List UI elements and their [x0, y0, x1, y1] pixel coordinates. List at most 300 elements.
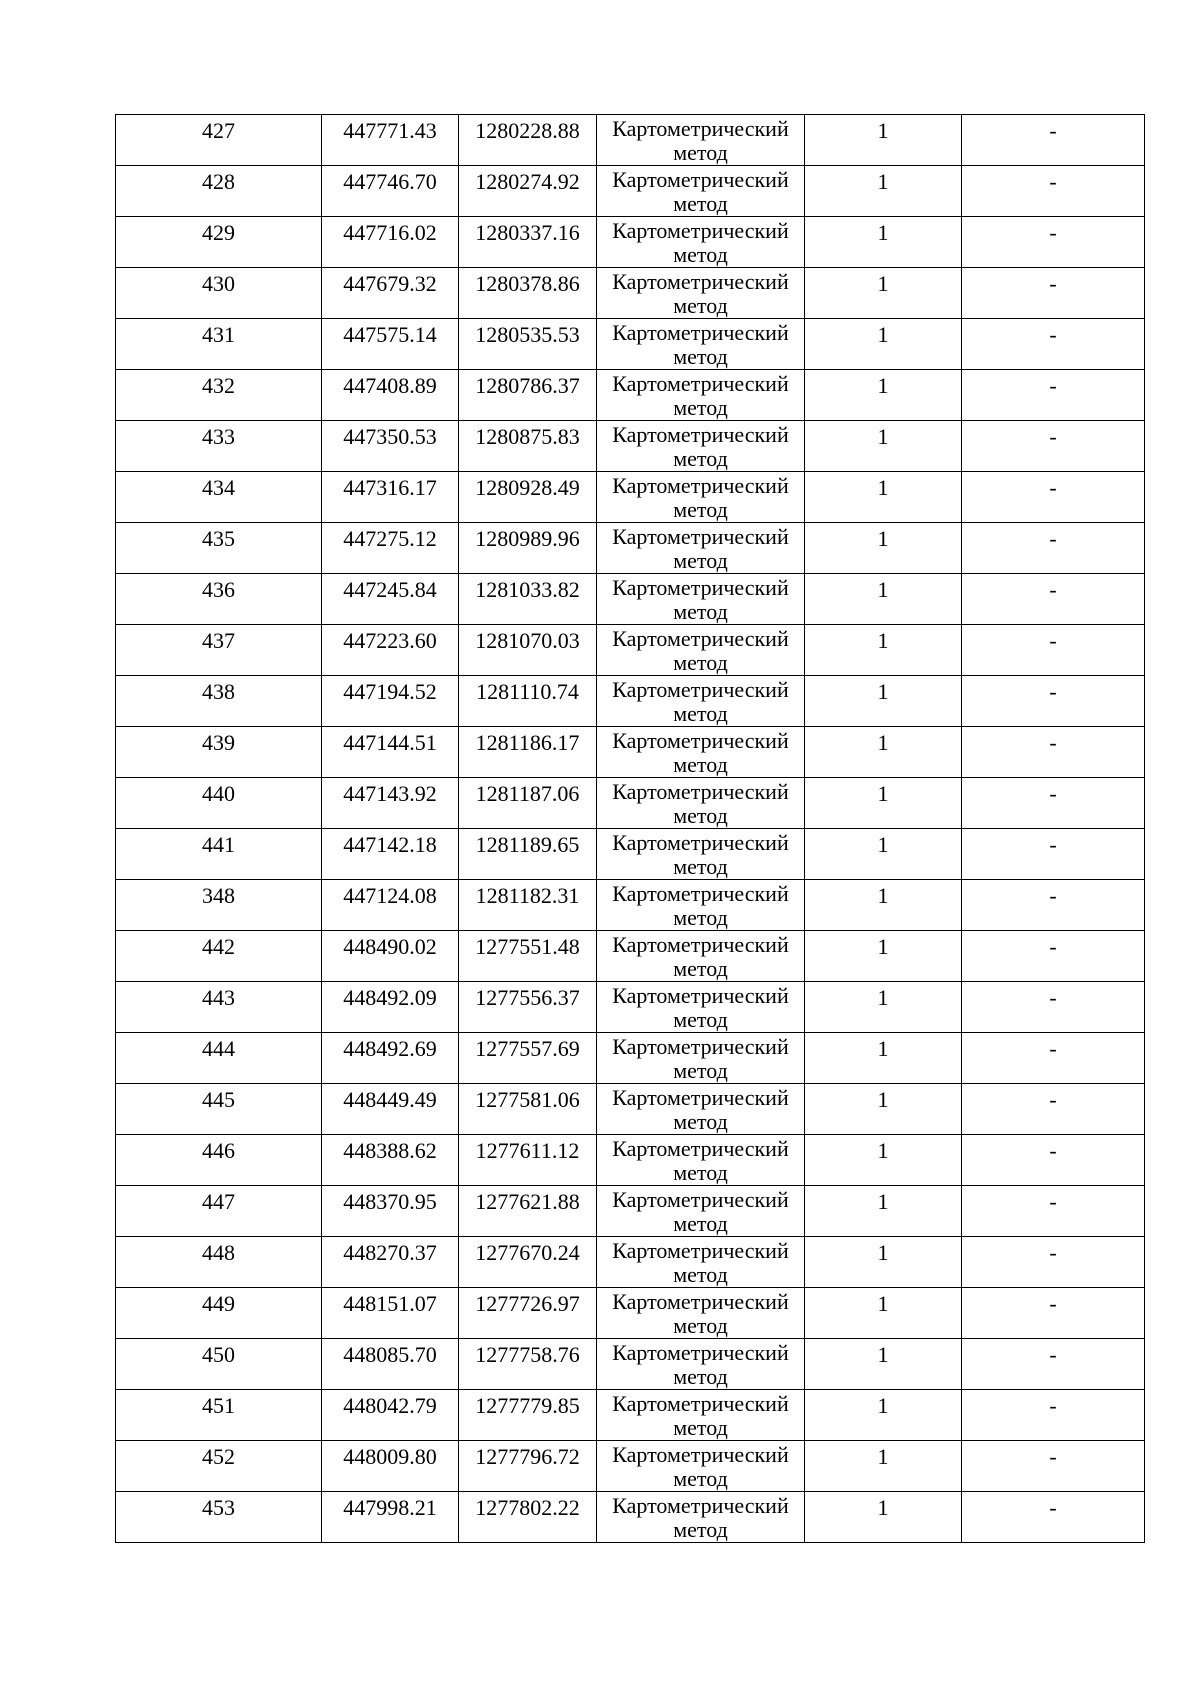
cell-text: Картометрический метод	[612, 1187, 789, 1236]
point-number-cell	[116, 217, 322, 268]
cell-text: 431	[202, 322, 235, 347]
cell-text: 1277796.72	[475, 1444, 580, 1469]
point-number-cell	[116, 1084, 322, 1135]
y-coordinate-cell	[459, 421, 597, 472]
cell-text: 1277557.69	[475, 1036, 580, 1061]
cell-text: 1	[877, 1291, 889, 1316]
point-number-cell	[116, 1033, 322, 1084]
point-number-cell	[116, 931, 322, 982]
y-coordinate-cell	[459, 115, 597, 166]
cell-text: Картометрический метод	[612, 1085, 789, 1134]
cell-text: 448085.70	[343, 1342, 437, 1367]
table-row	[116, 1492, 1145, 1543]
description-cell	[962, 625, 1145, 676]
cell-text: 1	[877, 1393, 889, 1418]
table-row	[116, 421, 1145, 472]
cell-text: 447142.18	[343, 832, 437, 857]
cell-text: 448270.37	[343, 1240, 437, 1265]
accuracy-cell	[805, 115, 962, 166]
point-number-cell	[116, 727, 322, 778]
accuracy-cell	[805, 676, 962, 727]
point-number-cell	[116, 421, 322, 472]
x-coordinate-cell	[322, 421, 459, 472]
point-number-cell	[116, 1288, 322, 1339]
point-number-cell	[116, 1237, 322, 1288]
method-cell	[597, 1084, 805, 1135]
description-cell	[962, 574, 1145, 625]
cell-text: 448492.69	[343, 1036, 437, 1061]
cell-text: 1	[877, 1036, 889, 1061]
cell-text: 447143.92	[343, 781, 437, 806]
cell-text: 447245.84	[343, 577, 437, 602]
cell-text: 448042.79	[343, 1393, 437, 1418]
cell-text: 448	[202, 1240, 235, 1265]
cell-text: 447746.70	[343, 169, 437, 194]
method-cell	[597, 523, 805, 574]
method-cell	[597, 1441, 805, 1492]
cell-text: Картометрический метод	[612, 1442, 789, 1491]
x-coordinate-cell	[322, 523, 459, 574]
accuracy-cell	[805, 370, 962, 421]
point-number-cell	[116, 1339, 322, 1390]
cell-text: 447194.52	[343, 679, 437, 704]
cell-text: 1	[877, 1087, 889, 1112]
cell-text: Картометрический метод	[612, 1034, 789, 1083]
description-cell	[962, 676, 1145, 727]
method-cell	[597, 676, 805, 727]
cell-text: 1277802.22	[475, 1495, 580, 1520]
y-coordinate-cell	[459, 166, 597, 217]
cell-text: 1	[877, 679, 889, 704]
y-coordinate-cell	[459, 1390, 597, 1441]
cell-text: Картометрический метод	[612, 269, 789, 318]
cell-text: 1277611.12	[475, 1138, 580, 1163]
y-coordinate-cell	[459, 319, 597, 370]
cell-text: 448492.09	[343, 985, 437, 1010]
y-coordinate-cell	[459, 727, 597, 778]
accuracy-cell	[805, 1441, 962, 1492]
description-cell	[962, 421, 1145, 472]
cell-text: -	[1049, 1495, 1057, 1520]
x-coordinate-cell	[322, 1084, 459, 1135]
cell-text: -	[1049, 424, 1057, 449]
cell-text: -	[1049, 1240, 1057, 1265]
cell-text: 448490.02	[343, 934, 437, 959]
x-coordinate-cell	[322, 166, 459, 217]
point-number-cell	[116, 574, 322, 625]
method-cell	[597, 268, 805, 319]
y-coordinate-cell	[459, 1288, 597, 1339]
cell-text: 1280274.92	[475, 169, 580, 194]
cell-text: -	[1049, 934, 1057, 959]
cell-text: 1281189.65	[475, 832, 580, 857]
cell-text: 438	[202, 679, 235, 704]
cell-text: 433	[202, 424, 235, 449]
x-coordinate-cell	[322, 727, 459, 778]
accuracy-cell	[805, 1033, 962, 1084]
cell-text: 447	[202, 1189, 235, 1214]
table-row	[116, 829, 1145, 880]
y-coordinate-cell	[459, 1084, 597, 1135]
method-cell	[597, 574, 805, 625]
method-cell	[597, 1135, 805, 1186]
cell-text: 1	[877, 934, 889, 959]
x-coordinate-cell	[322, 778, 459, 829]
cell-text: 448449.49	[343, 1087, 437, 1112]
cell-text: 1277556.37	[475, 985, 580, 1010]
point-number-cell	[116, 1135, 322, 1186]
cell-text: 447575.14	[343, 322, 437, 347]
cell-text: 452	[202, 1444, 235, 1469]
cell-text: -	[1049, 1036, 1057, 1061]
description-cell	[962, 115, 1145, 166]
y-coordinate-cell	[459, 1186, 597, 1237]
cell-text: 1280535.53	[475, 322, 580, 347]
table-row	[116, 523, 1145, 574]
point-number-cell	[116, 1390, 322, 1441]
accuracy-cell	[805, 982, 962, 1033]
cell-text: -	[1049, 475, 1057, 500]
x-coordinate-cell	[322, 1492, 459, 1543]
coordinates-table	[115, 114, 1145, 1543]
y-coordinate-cell	[459, 1135, 597, 1186]
cell-text: 1	[877, 730, 889, 755]
description-cell	[962, 1492, 1145, 1543]
cell-text: 348	[202, 883, 235, 908]
cell-text: 447223.60	[343, 628, 437, 653]
cell-text: -	[1049, 577, 1057, 602]
method-cell	[597, 1339, 805, 1390]
description-cell	[962, 319, 1145, 370]
point-number-cell	[116, 523, 322, 574]
description-cell	[962, 1237, 1145, 1288]
cell-text: 1280337.16	[475, 220, 580, 245]
y-coordinate-cell	[459, 574, 597, 625]
cell-text: Картометрический метод	[612, 320, 789, 369]
table-row	[116, 1033, 1145, 1084]
cell-text: Картометрический метод	[612, 371, 789, 420]
table-row	[116, 115, 1145, 166]
y-coordinate-cell	[459, 829, 597, 880]
method-cell	[597, 931, 805, 982]
cell-text: -	[1049, 322, 1057, 347]
table-row	[116, 1390, 1145, 1441]
accuracy-cell	[805, 931, 962, 982]
cell-text: Картометрический метод	[612, 677, 789, 726]
cell-text: 1	[877, 475, 889, 500]
description-cell	[962, 370, 1145, 421]
x-coordinate-cell	[322, 1339, 459, 1390]
table-row	[116, 472, 1145, 523]
y-coordinate-cell	[459, 217, 597, 268]
y-coordinate-cell	[459, 676, 597, 727]
description-cell	[962, 523, 1145, 574]
cell-text: -	[1049, 883, 1057, 908]
cell-text: 1277758.76	[475, 1342, 580, 1367]
cell-text: 447350.53	[343, 424, 437, 449]
cell-text: 1	[877, 322, 889, 347]
x-coordinate-cell	[322, 1186, 459, 1237]
table-row	[116, 574, 1145, 625]
cell-text: 430	[202, 271, 235, 296]
cell-text: 1277670.24	[475, 1240, 580, 1265]
accuracy-cell	[805, 268, 962, 319]
table-row	[116, 1441, 1145, 1492]
y-coordinate-cell	[459, 880, 597, 931]
x-coordinate-cell	[322, 829, 459, 880]
method-cell	[597, 1390, 805, 1441]
cell-text: Картометрический метод	[612, 1391, 789, 1440]
cell-text: 1280786.37	[475, 373, 580, 398]
x-coordinate-cell	[322, 1288, 459, 1339]
method-cell	[597, 472, 805, 523]
cell-text: -	[1049, 628, 1057, 653]
cell-text: 1281033.82	[475, 577, 580, 602]
y-coordinate-cell	[459, 1237, 597, 1288]
table-row	[116, 625, 1145, 676]
x-coordinate-cell	[322, 268, 459, 319]
y-coordinate-cell	[459, 370, 597, 421]
cell-text: 437	[202, 628, 235, 653]
point-number-cell	[116, 166, 322, 217]
table-row	[116, 1135, 1145, 1186]
cell-text: 1	[877, 832, 889, 857]
cell-text: Картометрический метод	[612, 524, 789, 573]
cell-text: 445	[202, 1087, 235, 1112]
cell-text: 429	[202, 220, 235, 245]
cell-text: Картометрический метод	[612, 473, 789, 522]
table-row	[116, 1084, 1145, 1135]
cell-text: 1277551.48	[475, 934, 580, 959]
cell-text: Картометрический метод	[612, 626, 789, 675]
cell-text: 1277621.88	[475, 1189, 580, 1214]
method-cell	[597, 778, 805, 829]
y-coordinate-cell	[459, 778, 597, 829]
accuracy-cell	[805, 421, 962, 472]
cell-text: 1	[877, 781, 889, 806]
table-row	[116, 1186, 1145, 1237]
method-cell	[597, 166, 805, 217]
cell-text: Картометрический метод	[612, 575, 789, 624]
cell-text: -	[1049, 1087, 1057, 1112]
cell-text: Картометрический метод	[612, 218, 789, 267]
description-cell	[962, 1186, 1145, 1237]
cell-text: Картометрический метод	[612, 728, 789, 777]
accuracy-cell	[805, 1186, 962, 1237]
description-cell	[962, 1135, 1145, 1186]
method-cell	[597, 829, 805, 880]
accuracy-cell	[805, 778, 962, 829]
table-row	[116, 1288, 1145, 1339]
description-cell	[962, 472, 1145, 523]
cell-text: 439	[202, 730, 235, 755]
y-coordinate-cell	[459, 625, 597, 676]
cell-text: -	[1049, 1444, 1057, 1469]
point-number-cell	[116, 880, 322, 931]
method-cell	[597, 1237, 805, 1288]
cell-text: 1277581.06	[475, 1087, 580, 1112]
description-cell	[962, 880, 1145, 931]
cell-text: 450	[202, 1342, 235, 1367]
x-coordinate-cell	[322, 319, 459, 370]
cell-text: 1	[877, 526, 889, 551]
method-cell	[597, 982, 805, 1033]
cell-text: 1280989.96	[475, 526, 580, 551]
cell-text: 1	[877, 1189, 889, 1214]
cell-text: -	[1049, 1291, 1057, 1316]
cell-text: 442	[202, 934, 235, 959]
cell-text: 1281070.03	[475, 628, 580, 653]
cell-text: Картометрический метод	[612, 932, 789, 981]
cell-text: 1281182.31	[475, 883, 580, 908]
y-coordinate-cell	[459, 982, 597, 1033]
description-cell	[962, 727, 1145, 778]
cell-text: Картометрический метод	[612, 1289, 789, 1338]
x-coordinate-cell	[322, 931, 459, 982]
cell-text: 428	[202, 169, 235, 194]
cell-text: Картометрический метод	[612, 779, 789, 828]
cell-text: 1	[877, 373, 889, 398]
description-cell	[962, 166, 1145, 217]
table-row	[116, 727, 1145, 778]
method-cell	[597, 1288, 805, 1339]
accuracy-cell	[805, 727, 962, 778]
cell-text: Картометрический метод	[612, 167, 789, 216]
point-number-cell	[116, 982, 322, 1033]
cell-text: 441	[202, 832, 235, 857]
table-row	[116, 370, 1145, 421]
cell-text: 1	[877, 1240, 889, 1265]
cell-text: 1	[877, 1138, 889, 1163]
cell-text: -	[1049, 1189, 1057, 1214]
cell-text: 435	[202, 526, 235, 551]
method-cell	[597, 1033, 805, 1084]
accuracy-cell	[805, 472, 962, 523]
accuracy-cell	[805, 1135, 962, 1186]
accuracy-cell	[805, 319, 962, 370]
cell-text: 447998.21	[343, 1495, 437, 1520]
cell-text: Картометрический метод	[612, 1238, 789, 1287]
cell-text: Картометрический метод	[612, 830, 789, 879]
cell-text: 443	[202, 985, 235, 1010]
cell-text: 1280875.83	[475, 424, 580, 449]
x-coordinate-cell	[322, 574, 459, 625]
x-coordinate-cell	[322, 1033, 459, 1084]
point-number-cell	[116, 1492, 322, 1543]
accuracy-cell	[805, 880, 962, 931]
cell-text: 1281110.74	[476, 679, 579, 704]
cell-text: 1	[877, 118, 889, 143]
cell-text: 1	[877, 424, 889, 449]
point-number-cell	[116, 268, 322, 319]
cell-text: 436	[202, 577, 235, 602]
method-cell	[597, 727, 805, 778]
cell-text: 447679.32	[343, 271, 437, 296]
y-coordinate-cell	[459, 1339, 597, 1390]
cell-text: Картометрический метод	[612, 983, 789, 1032]
cell-text: 447275.12	[343, 526, 437, 551]
table-row	[116, 676, 1145, 727]
x-coordinate-cell	[322, 880, 459, 931]
cell-text: -	[1049, 271, 1057, 296]
cell-text: 1	[877, 169, 889, 194]
description-cell	[962, 778, 1145, 829]
cell-text: 1280378.86	[475, 271, 580, 296]
cell-text: 447144.51	[343, 730, 437, 755]
accuracy-cell	[805, 1084, 962, 1135]
accuracy-cell	[805, 1492, 962, 1543]
accuracy-cell	[805, 523, 962, 574]
method-cell	[597, 421, 805, 472]
cell-text: 451	[202, 1393, 235, 1418]
method-cell	[597, 880, 805, 931]
cell-text: 447408.89	[343, 373, 437, 398]
table-row	[116, 1339, 1145, 1390]
cell-text: 427	[202, 118, 235, 143]
cell-text: -	[1049, 679, 1057, 704]
cell-text: 1281187.06	[475, 781, 580, 806]
accuracy-cell	[805, 1237, 962, 1288]
x-coordinate-cell	[322, 472, 459, 523]
description-cell	[962, 1441, 1145, 1492]
cell-text: -	[1049, 985, 1057, 1010]
cell-text: 1	[877, 985, 889, 1010]
cell-text: 434	[202, 475, 235, 500]
x-coordinate-cell	[322, 982, 459, 1033]
cell-text: 448370.95	[343, 1189, 437, 1214]
cell-text: 448388.62	[343, 1138, 437, 1163]
cell-text: 448009.80	[343, 1444, 437, 1469]
x-coordinate-cell	[322, 1441, 459, 1492]
accuracy-cell	[805, 1288, 962, 1339]
description-cell	[962, 1390, 1145, 1441]
point-number-cell	[116, 625, 322, 676]
cell-text: -	[1049, 169, 1057, 194]
cell-text: 447716.02	[343, 220, 437, 245]
x-coordinate-cell	[322, 370, 459, 421]
table-row	[116, 880, 1145, 931]
cell-text: 447771.43	[343, 118, 437, 143]
cell-text: -	[1049, 220, 1057, 245]
method-cell	[597, 319, 805, 370]
y-coordinate-cell	[459, 931, 597, 982]
table-row	[116, 268, 1145, 319]
cell-text: 1277779.85	[475, 1393, 580, 1418]
cell-text: -	[1049, 781, 1057, 806]
cell-text: 446	[202, 1138, 235, 1163]
accuracy-cell	[805, 1390, 962, 1441]
cell-text: 1	[877, 577, 889, 602]
coordinates-table-body	[116, 115, 1145, 1543]
table-row	[116, 319, 1145, 370]
y-coordinate-cell	[459, 472, 597, 523]
accuracy-cell	[805, 217, 962, 268]
table-row	[116, 166, 1145, 217]
x-coordinate-cell	[322, 676, 459, 727]
point-number-cell	[116, 676, 322, 727]
table-row	[116, 931, 1145, 982]
point-number-cell	[116, 1441, 322, 1492]
cell-text: Картометрический метод	[612, 422, 789, 471]
cell-text: Картометрический метод	[612, 1340, 789, 1389]
cell-text: 1	[877, 628, 889, 653]
cell-text: -	[1049, 1342, 1057, 1367]
cell-text: -	[1049, 1393, 1057, 1418]
cell-text: 449	[202, 1291, 235, 1316]
x-coordinate-cell	[322, 625, 459, 676]
description-cell	[962, 982, 1145, 1033]
cell-text: Картометрический метод	[612, 1136, 789, 1185]
